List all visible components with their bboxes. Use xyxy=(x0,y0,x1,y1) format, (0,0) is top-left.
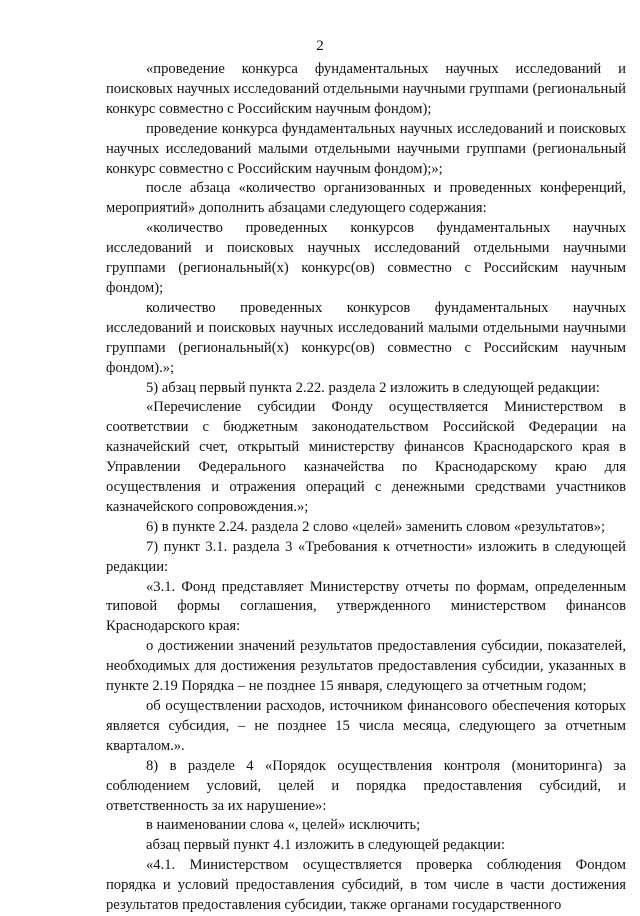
paragraph: «4.1. Министерством осуществляется проверка соблюдения Фондом порядка и условий предоставления субсидий, в том числе в части достижения результатов предоставления субсидии, также органами государственного xyxy=(106,857,626,914)
paragraph: 5) абзац первый пункта 2.22. раздела 2 изложить в следующей редакции: xyxy=(146,379,600,396)
paragraph: после абзаца «количество организованных и проведенных конференций, мероприятий» дополнить абзацами следующего содержания: xyxy=(106,180,626,217)
paragraph: количество проведенных конкурсов фундаментальных научных исследований и поисковых научных исследований малыми отдельными научными группами (региональный(х) конкурс(ов) совместно с Российским научным фондом).»; xyxy=(106,299,626,376)
paragraph: о достижении значений результатов предоставления субсидии, показателей, необходимых для достижения результатов предоставления субсидии, указанных в пункте 2.19 Порядка – не позднее 15 января, следующего за отчетным годом; xyxy=(106,638,626,695)
paragraph: об осуществлении расходов, источником финансового обеспечения которых является субсидия, – не позднее 15 числа месяца, следующего за отчетным кварталом.». xyxy=(106,698,626,754)
paragraph: в наименовании слова «, целей» исключить; xyxy=(146,817,421,834)
paragraph: «3.1. Фонд представляет Министерству отчеты по формам, определенным типовой формы соглашения, утвержденного министерством финансов Краснодарского края: xyxy=(106,578,626,635)
paragraph: 8) в разделе 4 «Порядок осуществления контроля (мониторинга) за соблюдением условий, целей и порядка предоставления субсидий, и ответственность за их нарушение»: xyxy=(106,757,626,814)
paragraph: «Перечисление субсидии Фонду осуществляется Министерством в соответствии с бюджетным законодательством Российской Федерации на казначейский счет, открытый министерству финансов Краснодарского края в Управлении Федерального казначейства по Краснодарскому краю для осуществления и отражения операций с денежными средствами участников казначейского сопровождения.»; xyxy=(106,399,626,515)
paragraph: 7) пункт 3.1. раздела 3 «Требования к отчетности» изложить в следующей редакции: xyxy=(106,538,626,575)
paragraph: «количество проведенных конкурсов фундаментальных научных исследований и поисковых научных исследований отдельными научными группами (региональный(х) конкурс(ов) совместно с Российским научным фондом); xyxy=(106,220,626,296)
page-number: 2 xyxy=(316,38,324,54)
paragraph: проведение конкурса фундаментальных научных исследований и поисковых научных исследований малыми отдельными научными группами (региональный конкурс совместно с Российским научным фондом);»; xyxy=(106,120,626,177)
paragraph: «проведение конкурса фундаментальных научных исследований и поисковых научных исследований отдельными научными группами (региональный конкурс совместно с Российским научным фондом); xyxy=(106,61,626,117)
document-body xyxy=(106,60,626,916)
paragraph: 6) в пункте 2.24. раздела 2 слово «целей» заменить словом «результатов»; xyxy=(146,518,606,535)
paragraph: абзац первый пункт 4.1 изложить в следующей редакции: xyxy=(146,837,505,854)
